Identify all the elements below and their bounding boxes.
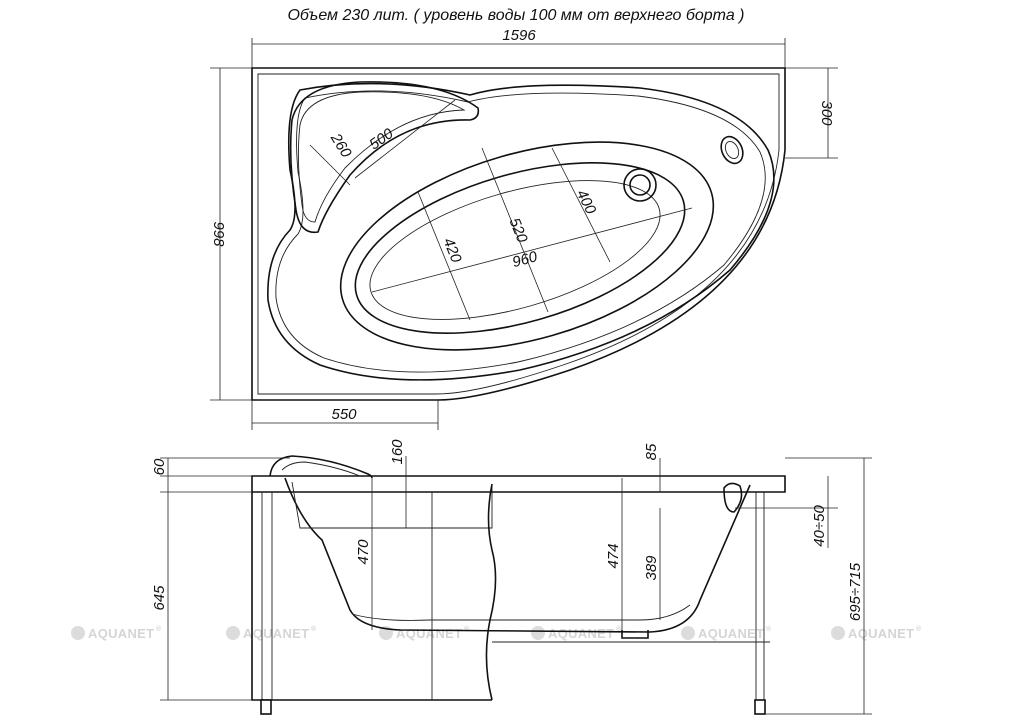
front-panel-2 (262, 492, 432, 700)
side-view (252, 456, 838, 714)
watermark-mark: ® (464, 626, 470, 633)
aquanet-logo-icon (226, 626, 240, 640)
frame-leg-right (756, 492, 764, 700)
dim-40-50: 40÷50 (811, 505, 828, 547)
dim-389: 389 (643, 555, 660, 581)
aquanet-logo-icon (531, 626, 545, 640)
watermark-4 (531, 625, 622, 641)
headrest (291, 82, 479, 232)
dim-height: 998 (210, 221, 227, 247)
dim-160: 160 (389, 439, 406, 465)
dim-inner-400: 400 (572, 186, 600, 217)
dim-inner-420: 420 (439, 235, 465, 266)
dim-85: 85 (643, 443, 660, 461)
dim-inner-960: 960 (510, 248, 540, 272)
drain-inner (630, 175, 650, 195)
watermark-row (71, 625, 922, 641)
dim-wing: 300 (818, 100, 835, 126)
dim-695-715: 695÷715 (847, 562, 864, 622)
volume-caption: Объем 230 лит. ( уровень воды 100 мм от верхнего борта ) (287, 7, 745, 24)
dim-width: 1596 (502, 27, 536, 44)
watermark-mark: ® (311, 626, 317, 633)
foot-left (261, 700, 271, 714)
tub-floor-line (352, 605, 690, 620)
headrest-side-inner (282, 462, 360, 476)
overflow-outer (717, 133, 747, 167)
panel-cut-edge (486, 484, 495, 700)
watermark-mark: ® (616, 626, 622, 633)
watermark-brand: AQUANET (548, 626, 615, 641)
watermark-brand: AQUANET (396, 626, 463, 641)
watermark-1 (71, 625, 162, 641)
dim-headrest-a: 260 (326, 130, 355, 161)
dim-645: 645 (151, 585, 168, 611)
aquanet-logo-icon (831, 626, 845, 640)
aquanet-logo-icon (681, 626, 695, 640)
foot-right (755, 700, 765, 714)
tub-body-inner (292, 482, 492, 528)
headrest-inner (298, 92, 464, 222)
rim-top (252, 476, 785, 492)
watermark-2 (226, 625, 317, 641)
watermark-brand: AQUANET (848, 626, 915, 641)
side-view-dimensions (160, 458, 872, 714)
dim-bottom: 550 (331, 406, 357, 423)
dim-470: 470 (355, 539, 372, 565)
dim-60: 60 (151, 458, 168, 476)
dim-headrest-b: 500 (366, 125, 397, 154)
watermark-brand: AQUANET (88, 626, 155, 641)
watermark-mark: ® (766, 626, 772, 633)
watermark-brand: AQUANET (698, 626, 765, 641)
watermark-brand: AQUANET (243, 626, 310, 641)
watermark-6 (831, 625, 922, 641)
watermark-mark: ® (916, 626, 922, 633)
watermark-3 (379, 625, 470, 641)
dim-474: 474 (605, 543, 622, 569)
basin-floor-inner (355, 153, 675, 347)
aquanet-logo-icon (71, 626, 85, 640)
watermark-5 (681, 625, 772, 641)
watermark-mark: ® (156, 626, 162, 633)
dim-inner-520: 520 (505, 215, 531, 246)
dim-645-line (160, 492, 252, 700)
